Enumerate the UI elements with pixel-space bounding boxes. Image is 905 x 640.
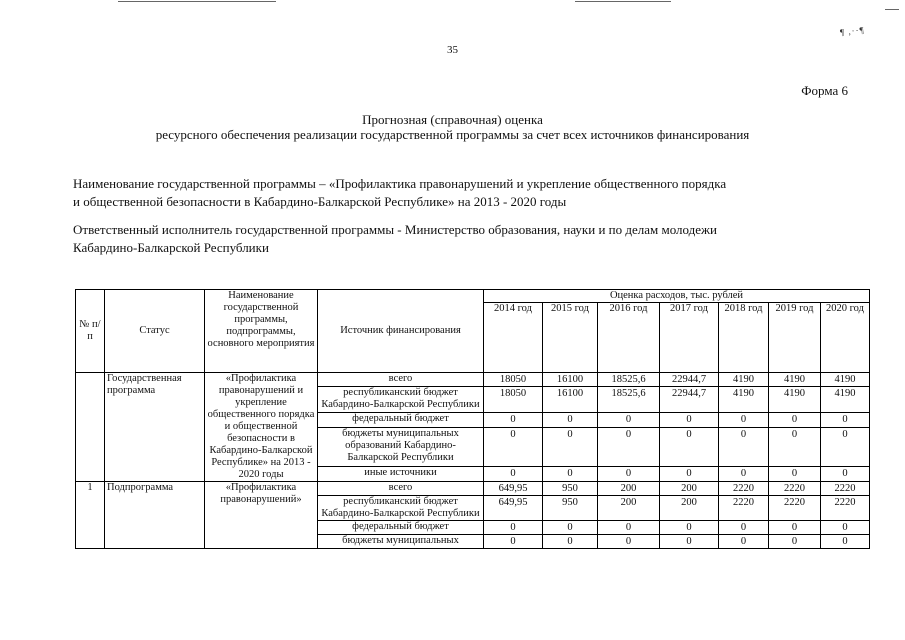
executor-line-2: Кабардино-Балкарской Республики — [73, 239, 269, 255]
row-value: 0 — [769, 535, 821, 549]
row-value: 0 — [484, 413, 543, 428]
row-value: 200 — [598, 482, 660, 496]
row-source: бюджеты муниципальных образований Кабардино-Балкарской Республики — [318, 428, 484, 467]
row-value: 0 — [598, 428, 660, 467]
header-year: 2018 год — [719, 303, 769, 373]
row-value: 0 — [821, 521, 870, 535]
row-value: 0 — [769, 428, 821, 467]
page-number: 35 — [447, 44, 458, 56]
row-value: 0 — [719, 413, 769, 428]
row-value: 0 — [598, 521, 660, 535]
row-source: всего — [318, 373, 484, 387]
row-value: 0 — [769, 413, 821, 428]
row-value: 0 — [543, 521, 598, 535]
row-value: 0 — [769, 467, 821, 482]
row-value: 0 — [719, 535, 769, 549]
row-source: республиканский бюджет Кабардино-Балкарской Республики — [318, 387, 484, 413]
row-source: федеральный бюджет — [318, 521, 484, 535]
header-source: Источник финансирования — [318, 290, 484, 373]
row-value: 0 — [484, 428, 543, 467]
scan-mark: ¶ ,··¶ — [839, 24, 866, 38]
row-value: 0 — [660, 521, 719, 535]
document-title: Прогнозная (справочная) оценка — [362, 112, 543, 127]
row-value: 0 — [821, 535, 870, 549]
row-name: «Профилактика правонарушений и укрепление общественного порядка и общественной безопасности в Кабардино-Балкарской Республике» на 2013 - 2020 годы — [205, 373, 318, 482]
header-year: 2020 год — [821, 303, 870, 373]
scan-artifact-line — [118, 1, 276, 2]
row-value: 0 — [543, 467, 598, 482]
row-value: 2220 — [719, 482, 769, 496]
row-value: 0 — [484, 521, 543, 535]
scan-artifact-line — [885, 9, 899, 10]
row-number: 1 — [76, 482, 105, 549]
header-year: 2015 год — [543, 303, 598, 373]
table-row — [76, 482, 870, 496]
row-value: 16100 — [543, 387, 598, 413]
row-value: 0 — [598, 467, 660, 482]
row-value: 950 — [543, 496, 598, 521]
header-year: 2019 год — [769, 303, 821, 373]
row-source: иные источники — [318, 467, 484, 482]
row-value: 22944,7 — [660, 387, 719, 413]
header-estimate: Оценка расходов, тыс. рублей — [484, 290, 870, 303]
row-source: федеральный бюджет — [318, 413, 484, 428]
row-value: 200 — [660, 496, 719, 521]
row-value: 2220 — [769, 496, 821, 521]
program-name-paragraph — [73, 175, 849, 210]
executor-paragraph — [73, 221, 849, 256]
row-source: республиканский бюджет Кабардино-Балкарской Республики — [318, 496, 484, 521]
row-value: 4190 — [821, 373, 870, 387]
row-value: 18525,6 — [598, 373, 660, 387]
row-value: 0 — [484, 467, 543, 482]
row-value: 0 — [821, 467, 870, 482]
row-value: 649,95 — [484, 496, 543, 521]
row-value: 0 — [598, 413, 660, 428]
scan-artifact-line — [575, 1, 671, 2]
row-value: 0 — [660, 413, 719, 428]
document-subtitle: ресурсного обеспечения реализации государственной программы за счет всех источников финансирования — [155, 127, 750, 142]
row-value: 4190 — [821, 387, 870, 413]
header-year: 2016 год — [598, 303, 660, 373]
row-value: 0 — [821, 428, 870, 467]
row-source: бюджеты муниципальных — [318, 535, 484, 549]
row-value: 200 — [660, 482, 719, 496]
row-number — [76, 373, 105, 482]
table-row — [76, 373, 870, 387]
row-value: 0 — [660, 467, 719, 482]
row-value: 2220 — [719, 496, 769, 521]
row-value: 0 — [821, 413, 870, 428]
row-source: всего — [318, 482, 484, 496]
row-name: «Профилактика правонарушений» — [205, 482, 318, 549]
row-value: 22944,7 — [660, 373, 719, 387]
header-num: № п/п — [76, 290, 105, 373]
row-value: 4190 — [769, 387, 821, 413]
row-value: 4190 — [769, 373, 821, 387]
row-value: 200 — [598, 496, 660, 521]
row-value: 2220 — [821, 482, 870, 496]
row-value: 18050 — [484, 373, 543, 387]
table-header-row — [76, 290, 870, 303]
resource-estimate-table — [75, 289, 870, 549]
header-status: Статус — [105, 290, 205, 373]
row-value: 4190 — [719, 387, 769, 413]
row-value: 0 — [769, 521, 821, 535]
header-name: Наименование государственной программы, подпрограммы, основного мероприятия — [205, 290, 318, 373]
program-name-line-2: и общественной безопасности в Кабардино-Балкарской Республике» на 2013 - 2020 годы — [73, 193, 567, 209]
row-value: 4190 — [719, 373, 769, 387]
header-year: 2014 год — [484, 303, 543, 373]
row-value: 2220 — [769, 482, 821, 496]
row-value: 0 — [660, 428, 719, 467]
executor-line-1: Ответственный исполнитель государственной программы - Министерство образования, науки и по делам молодежи — [73, 222, 717, 237]
row-value: 0 — [543, 535, 598, 549]
form-label: Форма 6 — [801, 83, 848, 98]
row-value: 18050 — [484, 387, 543, 413]
row-value: 0 — [598, 535, 660, 549]
header-year: 2017 год — [660, 303, 719, 373]
row-value: 0 — [719, 428, 769, 467]
row-value: 0 — [543, 428, 598, 467]
row-status: Подпрограмма — [105, 482, 205, 549]
row-value: 0 — [543, 413, 598, 428]
row-value: 0 — [719, 467, 769, 482]
row-value: 2220 — [821, 496, 870, 521]
row-value: 0 — [660, 535, 719, 549]
row-value: 0 — [719, 521, 769, 535]
row-value: 950 — [543, 482, 598, 496]
row-value: 0 — [484, 535, 543, 549]
row-value: 649,95 — [484, 482, 543, 496]
program-name-line-1: Наименование государственной программы – «Профилактика правонарушений и укрепление общественного порядка — [73, 176, 727, 191]
row-status: Государственная программа — [105, 373, 205, 482]
row-value: 16100 — [543, 373, 598, 387]
row-value: 18525,6 — [598, 387, 660, 413]
